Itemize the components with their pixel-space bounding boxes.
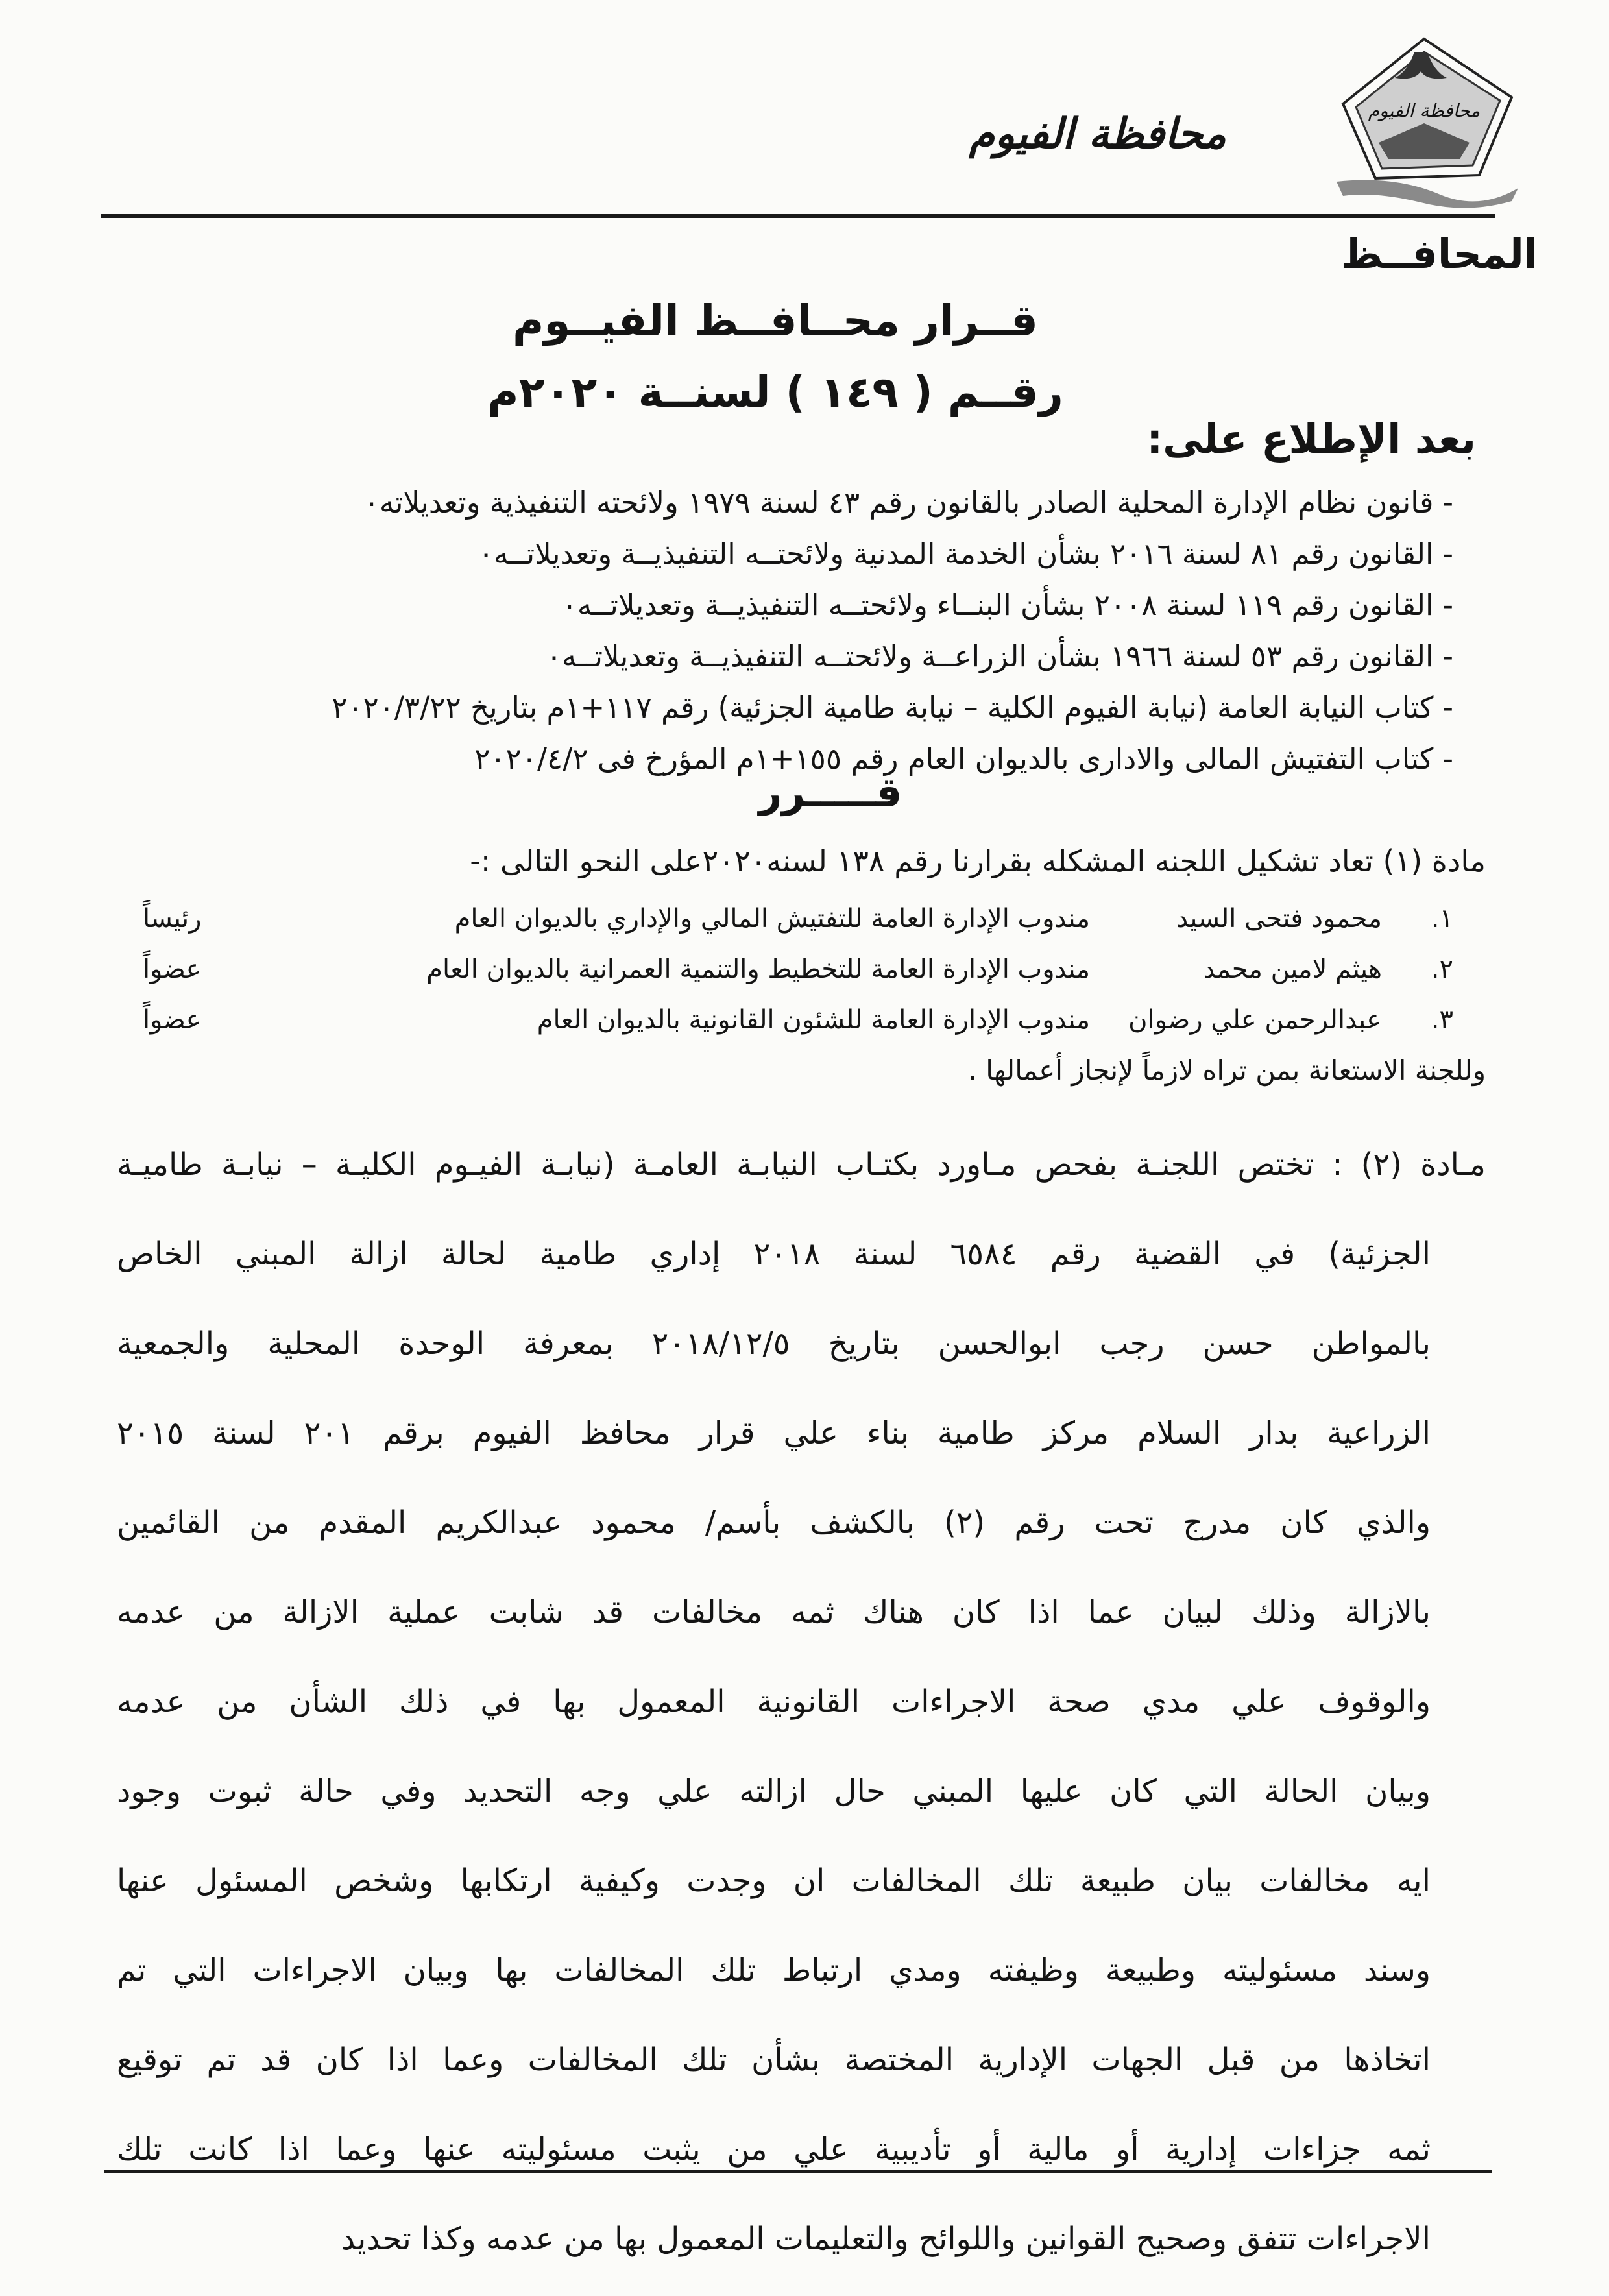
committee-members: [143, 899, 1453, 1050]
preamble-item: - القانون رقم ٨١ لسنة ٢٠١٦ بشأن الخدمة المدنية ولائحتــه التنفيذيــة وتعديلاتــه٠: [478, 537, 1453, 571]
decree-title-line1: قــرار محــافــظ الفيــوم: [512, 296, 1038, 346]
article2-line: الزراعية بدار السلام مركز طامية بناء علي قرار محافظ الفيوم برقم ٢٠١ لسنة ٢٠١٥: [117, 1415, 1431, 1451]
article2-line: وسند مسئوليته وطبيعة وظيفته ومدي ارتباط تلك المخالفات بها وبيان الاجراءات التي تم: [117, 1952, 1431, 1988]
article2-line: ثمه جزاءات إدارية أو مالية أو تأديبية علي من يثبت مسئوليته عنها وعما اذا كانت تلك: [117, 2131, 1431, 2168]
member-row: [143, 1000, 1453, 1050]
article2-line: بالازالة وذلك لبيان عما اذا كان هناك ثمه مخالفات قد شابت عملية الازالة من عدمه: [117, 1594, 1431, 1630]
preamble-item: - قانون نظام الإدارة المحلية الصادر بالقانون رقم ٤٣ لسنة ١٩٧٩ ولائحته التنفيذية وتعديلاته٠: [363, 485, 1453, 520]
preamble-item: - كتاب التفتيش المالى والادارى بالديوان العام رقم ١٥٥+١م المؤرخ فى ٢٠٢٠/٤/٢: [474, 742, 1453, 776]
member-row: [143, 949, 1453, 1000]
member-number: ١.: [1431, 904, 1453, 934]
governorate-emblem: [1317, 26, 1531, 208]
member-name: هيثم لامين محمد: [1203, 954, 1382, 984]
article2-line: ايه مخالفات بيان طبيعة تلك المخالفات ان وجدت وكيفية ارتكابها وشخص المسئول عنها: [117, 1863, 1431, 1899]
decree-number: رقــم ( ١٤٩ ) لسنــة ٢٠٢٠م: [487, 367, 1063, 417]
article2-line: الاجراءات تتفق وصحيح القوانين واللوائح والتعليمات المعمول بها من عدمه وكذا تحديد: [341, 2221, 1431, 2257]
preamble-item: - القانون رقم ٥٣ لسنة ١٩٦٦ بشأن الزراعــة ولائحتــه التنفيذيــة وتعديلاتــه٠: [546, 639, 1453, 673]
article2-line: اتخاذها من قبل الجهات الإدارية المختصة بشأن تلك المخالفات وعما اذا كان قد تم توقيع: [117, 2042, 1431, 2078]
decision-heading: قـــــرر: [758, 769, 902, 816]
preamble-item: - القانون رقم ١١٩ لسنة ٢٠٠٨ بشأن البنــاء ولائحتــه التنفيذيــة وتعديلاتــه٠: [561, 588, 1453, 622]
governorate-name: محافظة الفيوم: [969, 110, 1226, 158]
preamble-list: [58, 477, 1453, 784]
member-row: [143, 899, 1453, 949]
article2-line: مـادة (٢) : تختص اللجنـة بفحص مـاورد بكتـاب النيابـة العامـة (نيابـة الفيـوم الكليـة – نيابـة طاميـة: [117, 1146, 1486, 1183]
member-number: ٢.: [1431, 954, 1453, 984]
member-position: عضواً: [143, 1005, 202, 1035]
article1-intro: مادة (١) تعاد تشكيل اللجنه المشكله بقرارنا رقم ١٣٨ لسنه٢٠٢٠على النحو التالى :-: [470, 843, 1486, 878]
decree-title: [0, 285, 1609, 428]
article2-line: الجزئية) في القضية رقم ٦٥٨٤ لسنة ٢٠١٨ إداري طامية لحالة ازالة المبني الخاص: [117, 1236, 1431, 1272]
header-divider: [101, 214, 1495, 218]
article2-line: والذي كان مدرج تحت رقم (٢) بالكشف بأسم/ محمود عبدالكريم المقدم من القائمين: [117, 1504, 1431, 1541]
footer-divider: [104, 2170, 1492, 2173]
office-title: المحافــظ: [1340, 230, 1538, 278]
member-position: عضواً: [143, 954, 202, 984]
committee-note: وللجنة الاستعانة بمن تراه لازماً لإنجاز أعمالها .: [968, 1054, 1486, 1086]
article2-line: بالمواطن حسن رجب ابوالحسن بتاريخ ٢٠١٨/١٢/٥ بمعرفة الوحدة المحلية والجمعية: [117, 1325, 1431, 1362]
member-position: رئيساً: [143, 904, 202, 934]
emblem-text: محافظة الفيوم: [1368, 100, 1481, 121]
article2-line: والوقوف علي مدي صحة الاجراءات القانونية المعمول بها في ذلك الشأن من عدمه: [117, 1684, 1431, 1720]
member-role: مندوب الإدارة العامة للشئون القانونية بالديوان العام: [537, 1005, 1090, 1035]
member-role: مندوب الإدارة العامة للتخطيط والتنمية العمرانية بالديوان العام: [426, 954, 1090, 984]
article2-line: وبيان الحالة التي كان عليها المبني حال ازالته علي وجه التحديد وفي حالة ثبوت وجود: [117, 1773, 1431, 1809]
member-number: ٣.: [1431, 1005, 1453, 1035]
article2-body: [117, 1132, 1486, 2296]
preamble-heading: بعد الإطلاع على:: [1146, 415, 1476, 463]
member-name: عبدالرحمن علي رضوان: [1128, 1005, 1382, 1035]
member-name: محمود فتحى السيد: [1176, 904, 1382, 934]
preamble-item: - كتاب النيابة العامة (نيابة الفيوم الكلية – نيابة طامية الجزئية) رقم ١١٧+١م بتاريخ ٢٠٢٠/٣/٢٢: [332, 690, 1453, 725]
member-role: مندوب الإدارة العامة للتفتيش المالي والإداري بالديوان العام: [454, 904, 1090, 934]
